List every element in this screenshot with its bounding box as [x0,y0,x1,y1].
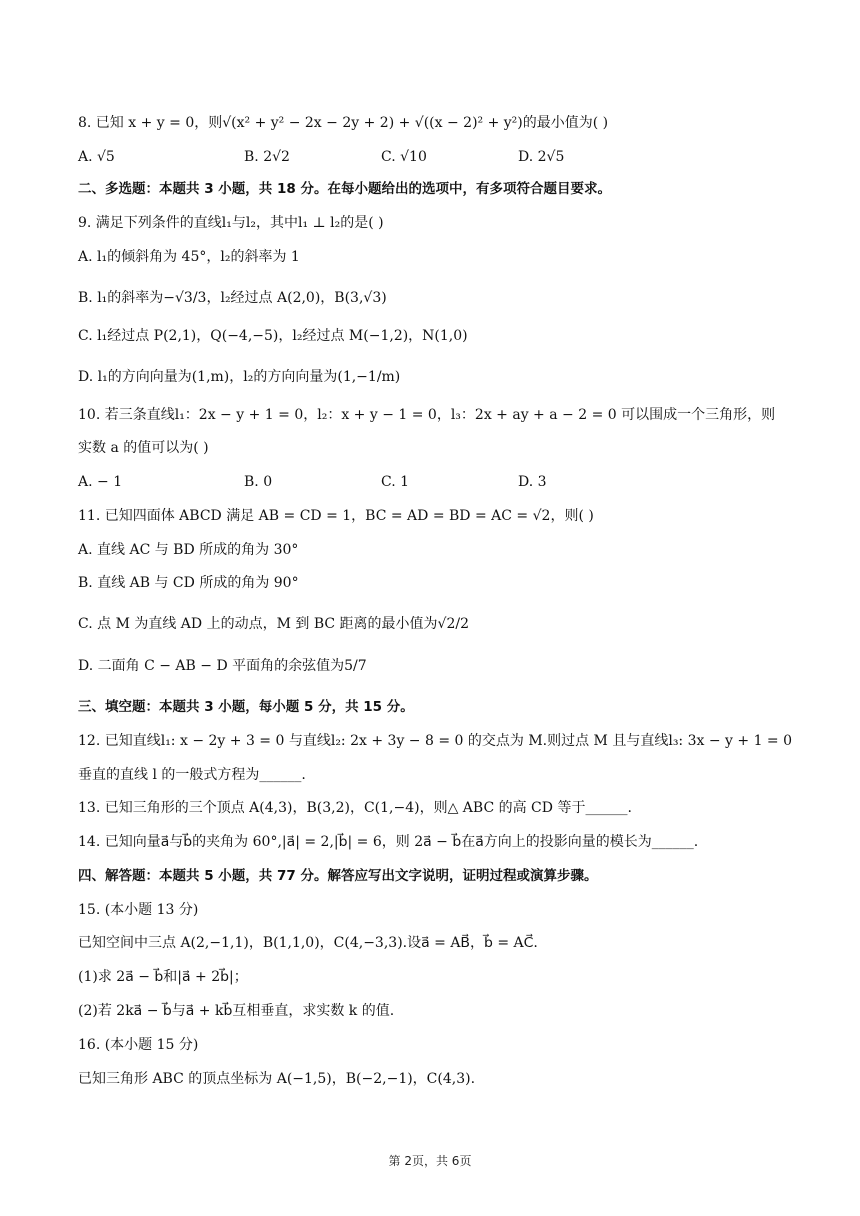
q11-option-d: D. 二面角 C − AB − D 平面角的余弦值为5/7 [78,658,367,674]
question-16-header: 16. (本小题 15 分) [78,1037,199,1053]
section-2-title: 二、多选题：本题共 3 小题，共 18 分。在每小题给出的选项中，有多项符合题目要求。 [78,181,611,197]
q11-option-a: A. 直线 AC 与 BD 所成的角为 30° [78,542,299,558]
question-9-stem: 9. 满足下列条件的直线l₁与l₂，其中l₁ ⊥ l₂的是( ) [78,215,384,231]
q11-option-c: C. 点 M 为直线 AD 上的动点，M 到 BC 距离的最小值为√2/2 [78,616,469,632]
section-4-title: 四、解答题：本题共 5 小题，共 77 分。解答应写出文字说明，证明过程或演算步骤。 [78,868,598,884]
q10-option-a: A. − 1 [78,474,123,490]
question-15-part-1: (1)求 2a⃗ − b⃗和|a⃗ + 2b⃗|； [78,969,248,985]
q9-option-b: B. l₁的斜率为−√3/3，l₂经过点 A(2,0)，B(3,√3) [78,290,387,306]
question-16-stem: 已知三角形 ABC 的顶点坐标为 A(−1,5)，B(−2,−1)，C(4,3). [78,1071,476,1087]
q10-option-c: C. 1 [381,474,410,490]
question-13: 13. 已知三角形的三个顶点 A(4,3)，B(3,2)，C(1,−4)，则△ ABC 的高 CD 等于______. [78,800,632,816]
question-12-line-2: 垂直的直线 l 的一般式方程为______. [78,767,306,783]
question-12-line-1: 12. 已知直线l₁: x − 2y + 3 = 0 与直线l₂: 2x + 3y − 8 = 0 的交点为 M.则过点 M 且与直线l₃: 3x − y + 1 = 0 [78,733,793,749]
question-10-line-1: 10. 若三条直线l₁：2x − y + 1 = 0，l₂：x + y − 1 = 0，l₃：2x + ay + a − 2 = 0 可以围成一个三角形，则 [78,407,776,423]
question-8-stem: 8. 已知 x + y = 0，则√(x² + y² − 2x − 2y + 2) + √((x − 2)² + y²)的最小值为( ) [78,115,609,131]
q8-option-c: C. √10 [381,149,427,165]
q8-option-d: D. 2√5 [518,149,565,165]
q10-option-d: D. 3 [518,474,547,490]
question-10-line-2: 实数 a 的值可以为( ) [78,440,209,456]
question-15-part-2: (2)若 2ka⃗ − b⃗与a⃗ + kb⃗互相垂直，求实数 k 的值. [78,1003,395,1019]
q8-option-a: A. √5 [78,149,115,165]
q9-option-a: A. l₁的倾斜角为 45°，l₂的斜率为 1 [78,249,300,265]
section-3-title: 三、填空题：本题共 3 小题，每小题 5 分，共 15 分。 [78,699,414,715]
q9-option-c: C. l₁经过点 P(2,1)，Q(−4,−5)，l₂经过点 M(−1,2)，N(1,0) [78,328,468,344]
question-11-stem: 11. 已知四面体 ABCD 满足 AB = CD = 1，BC = AD = BD = AC = √2，则( ) [78,508,594,524]
q11-option-b: B. 直线 AB 与 CD 所成的角为 90° [78,575,299,591]
page-footer: 第 2页，共 6页 [388,1154,472,1168]
question-15-header: 15. (本小题 13 分) [78,902,199,918]
question-15-stem: 已知空间中三点 A(2,−1,1)，B(1,1,0)，C(4,−3,3).设a⃗ = AB⃗，b⃗ = AC⃗. [78,935,538,951]
question-14: 14. 已知向量a⃗与b⃗的夹角为 60°,|a⃗| = 2,|b⃗| = 6，则 2a⃗ − b⃗在a⃗方向上的投影向量的模长为______. [78,834,699,850]
q8-option-b: B. 2√2 [244,149,290,165]
q10-option-b: B. 0 [244,474,273,490]
q9-option-d: D. l₁的方向向量为(1,m)，l₂的方向向量为(1,−1/m) [78,369,401,385]
